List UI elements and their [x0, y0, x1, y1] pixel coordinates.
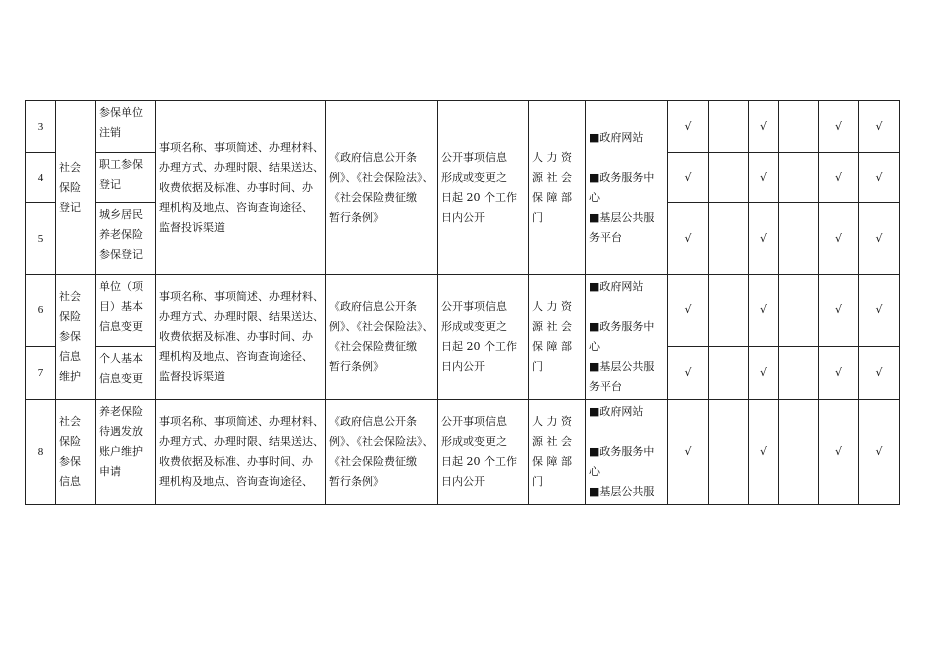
- check-mark: √: [859, 400, 900, 505]
- channel-cell: [586, 101, 668, 275]
- cell-line: 务平台: [589, 380, 622, 393]
- cell-line: 《社会保险费征缴: [329, 340, 417, 353]
- cell-line: [589, 422, 664, 442]
- check-mark: √: [668, 203, 709, 275]
- cell-line: ■政府网站: [589, 405, 644, 418]
- cell-line: 事项名称、事项简述、办理材料、: [159, 140, 324, 154]
- check-mark: √: [859, 101, 900, 153]
- check-mark: √: [749, 203, 779, 275]
- cell-line: 形成或变更之: [441, 435, 507, 448]
- table-row: [26, 275, 900, 347]
- cell-line: ■政务服务中: [589, 320, 655, 333]
- cell-line: 理机构及地点、咨询查询途径、: [159, 350, 313, 363]
- cell-line: 社会: [59, 290, 81, 303]
- cell-line: 公开事项信息: [441, 150, 507, 164]
- subject-cell: [529, 400, 586, 505]
- cell-line: 养老保险: [99, 405, 143, 418]
- cell-line: ■政府网站: [589, 130, 644, 144]
- row-number: 6: [26, 275, 56, 347]
- cell-line: 信息: [59, 350, 81, 363]
- cell-line: 例》、《社会保险法》、: [329, 435, 434, 448]
- cell-line: 账户维护: [99, 445, 143, 458]
- cell-line: 门: [532, 475, 543, 488]
- check-mark: √: [859, 153, 900, 203]
- empty-check-cell: [709, 203, 749, 275]
- cell-line: 日起 20 个工作: [441, 340, 517, 353]
- cell-line: 《社会保险费征缴: [329, 190, 417, 204]
- check-mark: √: [819, 101, 859, 153]
- cell-line: 保 障 部: [532, 340, 572, 353]
- check-mark: √: [859, 275, 900, 347]
- cell-line: 社会: [59, 160, 81, 174]
- cell-line: ■基层公共服: [589, 485, 655, 498]
- category-cell: [56, 101, 96, 275]
- cell-line: 公开事项信息: [441, 300, 507, 313]
- cell-line: 参保: [59, 330, 81, 343]
- cell-line: 待遇发放: [99, 425, 143, 438]
- row-number: 3: [26, 101, 56, 153]
- subject-cell: [529, 275, 586, 400]
- item-name-cell: [96, 400, 156, 505]
- item-name-cell: [96, 346, 156, 399]
- cell-line: 日内公开: [441, 360, 485, 373]
- cell-line: 职工参保: [99, 158, 143, 171]
- item-name-cell: [96, 203, 156, 275]
- cell-line: 申请: [99, 465, 121, 478]
- cell-line: 理机构及地点、咨询查询途径、: [159, 475, 313, 488]
- cell-line: 参保: [59, 455, 81, 468]
- cell-line: 日内公开: [441, 475, 485, 488]
- time-limit-cell: [438, 275, 529, 400]
- basis-cell: [326, 101, 438, 275]
- check-mark: √: [819, 346, 859, 399]
- empty-check-cell: [709, 153, 749, 203]
- cell-line: 注销: [99, 126, 121, 139]
- cell-line: [589, 297, 664, 317]
- check-mark: √: [819, 203, 859, 275]
- channel-cell: [586, 275, 668, 400]
- cell-line: 暂行条例》: [329, 360, 384, 373]
- cell-line: 个人基本: [99, 351, 143, 365]
- cell-line: 信息: [59, 475, 81, 488]
- check-mark: √: [749, 400, 779, 505]
- cell-line: ■政府网站: [589, 280, 644, 293]
- row-number: 7: [26, 346, 56, 399]
- cell-line: 公开事项信息: [441, 415, 507, 428]
- item-name-cell: [96, 101, 156, 153]
- item-name-cell: [96, 153, 156, 203]
- check-mark: √: [668, 400, 709, 505]
- cell-line: 目）基本: [99, 300, 143, 313]
- empty-check-cell: [709, 346, 749, 399]
- empty-check-cell: [709, 101, 749, 153]
- cell-line: 形成或变更之: [441, 320, 507, 333]
- cell-line: 监督投诉渠道: [159, 370, 225, 383]
- row-number: 5: [26, 203, 56, 275]
- cell-line: 心: [589, 190, 600, 204]
- cell-line: 心: [589, 340, 600, 353]
- check-mark: √: [859, 203, 900, 275]
- time-limit-cell: [438, 101, 529, 275]
- cell-line: 维护: [59, 370, 81, 383]
- check-mark: √: [749, 101, 779, 153]
- cell-line: 理机构及地点、咨询查询途径、: [159, 200, 313, 214]
- cell-line: 人 力 资: [532, 150, 572, 164]
- cell-line: 务平台: [589, 230, 622, 244]
- empty-check-cell: [779, 275, 819, 347]
- content-cell: [156, 101, 326, 275]
- cell-line: 参保单位: [99, 106, 143, 119]
- subject-cell: [529, 101, 586, 275]
- cell-line: 《政府信息公开条: [329, 415, 417, 428]
- cell-line: 事项名称、事项简述、办理材料、: [159, 415, 324, 428]
- cell-line: 源 社 会: [532, 170, 572, 184]
- cell-line: 《社会保险费征缴: [329, 455, 417, 468]
- cell-line: 办理方式、办理时限、结果送达、: [159, 160, 324, 174]
- check-mark: √: [819, 153, 859, 203]
- check-mark: √: [749, 346, 779, 399]
- time-limit-cell: [438, 400, 529, 505]
- empty-check-cell: [779, 203, 819, 275]
- cell-line: 监督投诉渠道: [159, 220, 225, 234]
- cell-line: 登记: [99, 178, 121, 191]
- cell-line: 保险: [59, 310, 81, 323]
- empty-check-cell: [779, 153, 819, 203]
- empty-check-cell: [779, 346, 819, 399]
- content-cell: [156, 400, 326, 505]
- cell-line: 人 力 资: [532, 415, 572, 428]
- disclosure-table: [25, 100, 900, 505]
- cell-line: 例》、《社会保险法》、: [329, 170, 434, 184]
- cell-line: 源 社 会: [532, 320, 572, 333]
- cell-line: 形成或变更之: [441, 170, 507, 184]
- check-mark: √: [668, 153, 709, 203]
- check-mark: √: [749, 275, 779, 347]
- cell-line: 保 障 部: [532, 190, 572, 204]
- empty-check-cell: [779, 101, 819, 153]
- cell-line: 保 障 部: [532, 455, 572, 468]
- cell-line: 日内公开: [441, 210, 485, 224]
- cell-line: 收费依据及标准、办事时间、办: [159, 330, 313, 343]
- cell-line: ■政务服务中: [589, 445, 655, 458]
- empty-check-cell: [709, 400, 749, 505]
- check-mark: √: [749, 153, 779, 203]
- empty-check-cell: [779, 400, 819, 505]
- cell-line: 暂行条例》: [329, 210, 384, 224]
- cell-line: 办理方式、办理时限、结果送达、: [159, 435, 324, 448]
- cell-line: 源 社 会: [532, 435, 572, 448]
- cell-line: [589, 148, 664, 168]
- cell-line: ■政务服务中: [589, 170, 655, 184]
- table-row: [26, 400, 900, 505]
- item-name-cell: [96, 275, 156, 347]
- check-mark: √: [668, 346, 709, 399]
- cell-line: 信息变更: [99, 371, 143, 385]
- basis-cell: [326, 275, 438, 400]
- cell-line: 登记: [59, 200, 81, 214]
- category-cell: [56, 400, 96, 505]
- cell-line: 《政府信息公开条: [329, 300, 417, 313]
- content-cell: [156, 275, 326, 400]
- cell-line: 信息变更: [99, 320, 143, 333]
- cell-line: 养老保险: [99, 228, 143, 241]
- cell-line: ■基层公共服: [589, 210, 655, 224]
- cell-line: 保险: [59, 180, 81, 194]
- category-cell: [56, 275, 96, 400]
- empty-check-cell: [709, 275, 749, 347]
- cell-line: 办理方式、办理时限、结果送达、: [159, 310, 324, 323]
- channel-cell: [586, 400, 668, 505]
- cell-line: 日起 20 个工作: [441, 190, 517, 204]
- cell-line: 收费依据及标准、办事时间、办: [159, 180, 313, 194]
- cell-line: 例》、《社会保险法》、: [329, 320, 434, 333]
- cell-line: 心: [589, 465, 600, 478]
- cell-line: 人 力 资: [532, 300, 572, 313]
- cell-line: 城乡居民: [99, 208, 143, 221]
- cell-line: 收费依据及标准、办事时间、办: [159, 455, 313, 468]
- cell-line: 《政府信息公开条: [329, 150, 417, 164]
- cell-line: 事项名称、事项简述、办理材料、: [159, 290, 324, 303]
- cell-line: 日起 20 个工作: [441, 455, 517, 468]
- check-mark: √: [668, 101, 709, 153]
- row-number: 8: [26, 400, 56, 505]
- check-mark: √: [859, 346, 900, 399]
- cell-line: 暂行条例》: [329, 475, 384, 488]
- check-mark: √: [668, 275, 709, 347]
- cell-line: 参保登记: [99, 248, 143, 261]
- check-mark: √: [819, 275, 859, 347]
- cell-line: 门: [532, 360, 543, 373]
- cell-line: 社会: [59, 415, 81, 428]
- cell-line: ■基层公共服: [589, 360, 655, 373]
- cell-line: 门: [532, 210, 543, 224]
- cell-line: 单位（项: [99, 280, 143, 293]
- basis-cell: [326, 400, 438, 505]
- cell-line: 保险: [59, 435, 81, 448]
- row-number: 4: [26, 153, 56, 203]
- check-mark: √: [819, 400, 859, 505]
- table-row: [26, 101, 900, 153]
